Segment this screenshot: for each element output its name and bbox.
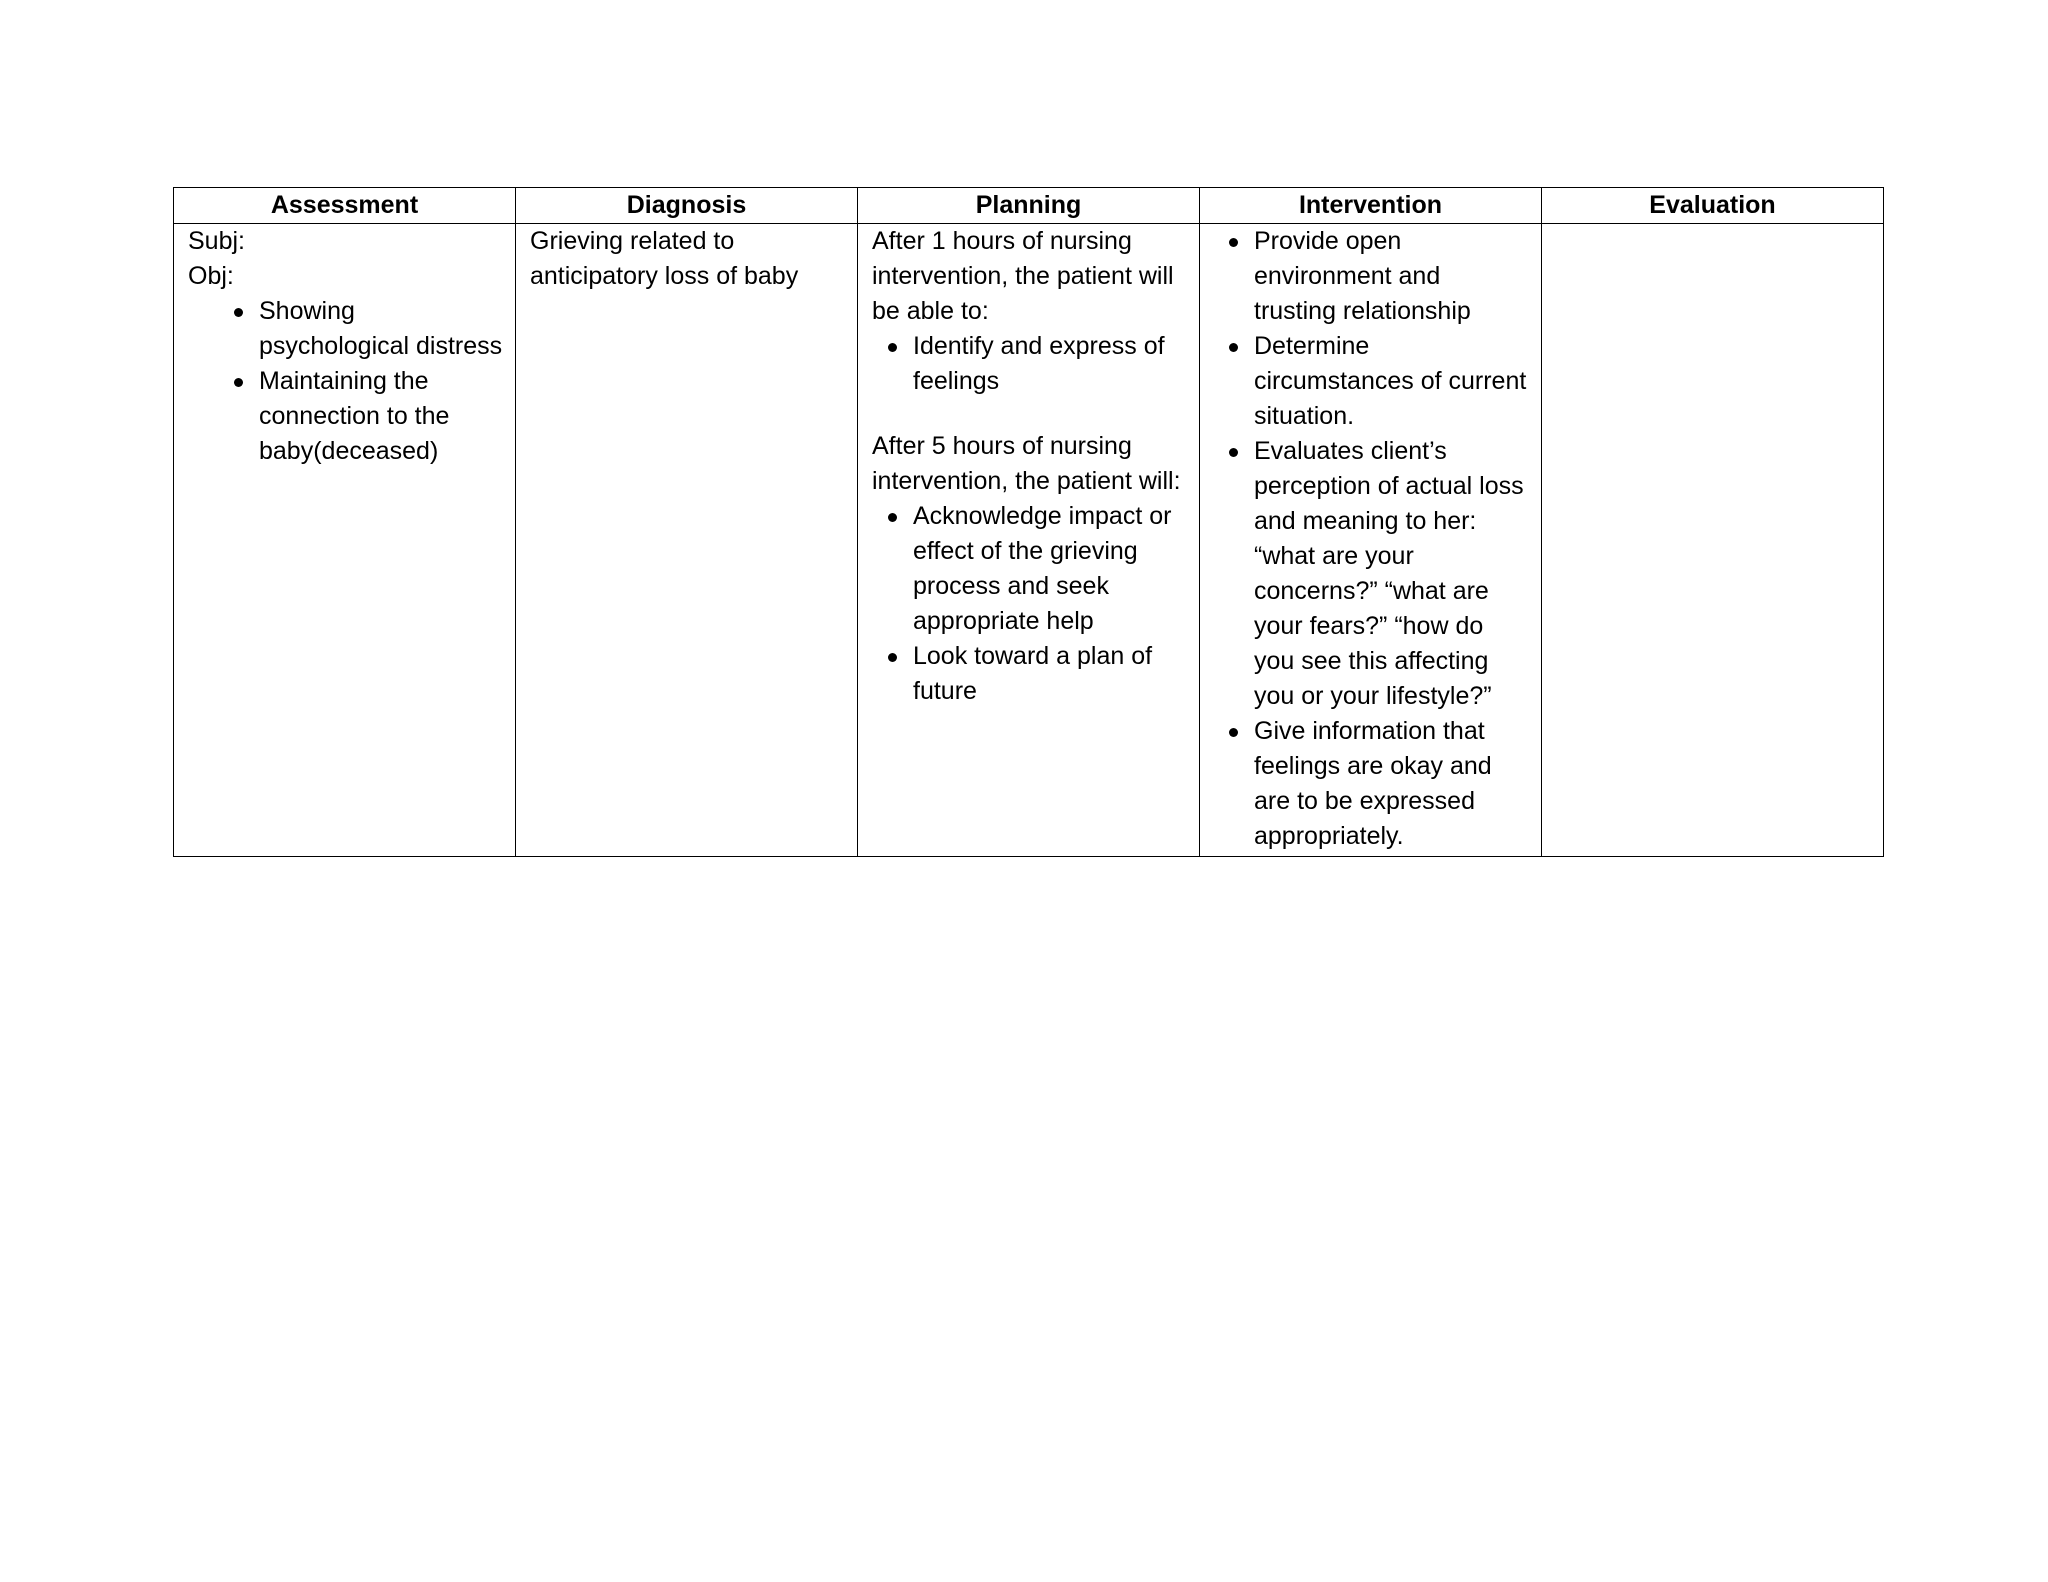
header-row (174, 188, 1884, 224)
list-item: Maintaining the connection to the baby(deceased) (233, 364, 503, 469)
goal2-list (872, 499, 1187, 709)
list-item: Acknowledge impact or effect of the grieving process and seek appropriate help (887, 499, 1187, 639)
assessment-cell (174, 224, 516, 857)
list-item: Determine circumstances of current situation. (1228, 329, 1529, 434)
list-item: Identify and express of feelings (887, 329, 1187, 399)
list-item: Provide open environment and trusting relationship (1228, 224, 1529, 329)
table-row (174, 224, 1884, 857)
list-item: Look toward a plan of future (887, 639, 1187, 709)
goal2-intro: After 5 hours of nursing intervention, the patient will: (872, 432, 1181, 495)
header-assessment: Assessment (174, 188, 516, 224)
diagnosis-text: Grieving related to anticipatory loss of baby (530, 227, 799, 290)
list-item: Give information that feelings are okay and are to be expressed appropriately. (1228, 714, 1529, 854)
goal1-intro: After 1 hours of nursing intervention, the patient will be able to: (872, 227, 1174, 325)
spacer (872, 399, 1187, 429)
objective-label: Obj: (188, 262, 234, 290)
header-diagnosis: Diagnosis (516, 188, 858, 224)
header-intervention: Intervention (1200, 188, 1542, 224)
evaluation-cell (1542, 224, 1884, 857)
subjective-label: Subj: (188, 227, 245, 255)
intervention-list (1214, 224, 1529, 854)
header-evaluation: Evaluation (1542, 188, 1884, 224)
goal1-list (872, 329, 1187, 399)
diagnosis-cell (516, 224, 858, 857)
list-item: Showing psychological distress (233, 294, 503, 364)
header-planning: Planning (858, 188, 1200, 224)
intervention-cell (1200, 224, 1542, 857)
planning-cell (858, 224, 1200, 857)
nursing-care-plan-table (173, 187, 1884, 857)
objective-list (188, 294, 503, 469)
list-item: Evaluates client’s perception of actual loss and meaning to her: “what are your concerns?” “what are your fears?” “how do you see this affecting you or your lifestyle?” (1228, 434, 1529, 714)
